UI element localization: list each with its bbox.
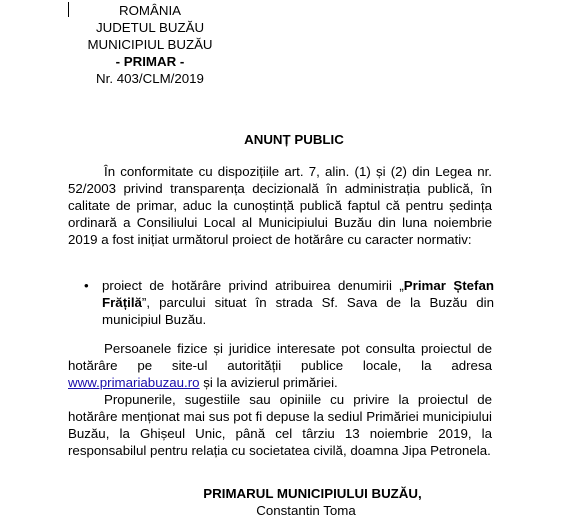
signature-name: Constantin Toma (256, 503, 356, 518)
project-name: Primar Ștefan Frățilă (102, 278, 494, 310)
consultation-text-after: și la avizierul primăriei. (199, 375, 338, 390)
project-text-after: ”, parcului situat în strada Sf. Sava de la Buzău din municipiul Buzău. (102, 295, 494, 327)
signature-title: PRIMARUL MUNICIPIULUI BUZĂU, (203, 486, 422, 501)
paragraph-consultation (68, 340, 492, 391)
website-link[interactable]: www.primariabuzau.ro (68, 375, 200, 390)
text-cursor (68, 2, 69, 17)
consultation-text-before: Persoanele fizice și juridice interesate pot consulta proiectul de hotărâre pe site-ul autorității publice locale, la adresa (68, 341, 492, 373)
paragraph-announcement: În conformitate cu dispozițiile art. 7, alin. (1) și (2) din Legea nr. 52/2003 privind transparența decizională în administrația publică, în calitate de primar, aduc la cunoștință publică faptul că pentru ședința ordinară a Consiliului Local al Municipiului Buzău din luna noiembrie 2019 a fost inițiat următorul proiect de hotărâre cu caracter normativ: (68, 164, 492, 247)
header-registration-number: Nr. 403/CLM/2019 (96, 71, 204, 86)
document-title: ANUNȚ PUBLIC (244, 132, 344, 147)
header-country: ROMÂNIA (118, 3, 182, 18)
project-text-before: proiect de hotărâre privind atribuirea denumirii „ (102, 278, 404, 293)
bullet-icon: • (84, 278, 89, 293)
header-municipality: MUNICIPIUL BUZĂU (87, 37, 213, 52)
paragraph-proposals: Propunerile, sugestiile sau opiniile cu privire la proiectul de hotărâre menționat mai sus pot fi depuse la sediul Primăriei municipiului Buzău, la Ghișeul Unic, până cel târziu 13 noiembrie 2019, la responsabilul pentru relația cu societatea civilă, doamna Jipa Petronela. (68, 392, 492, 458)
project-description (102, 277, 494, 328)
header-office: - PRIMAR - (115, 54, 185, 69)
list-item-project (84, 277, 494, 328)
header-county: JUDETUL BUZĂU (95, 20, 205, 35)
